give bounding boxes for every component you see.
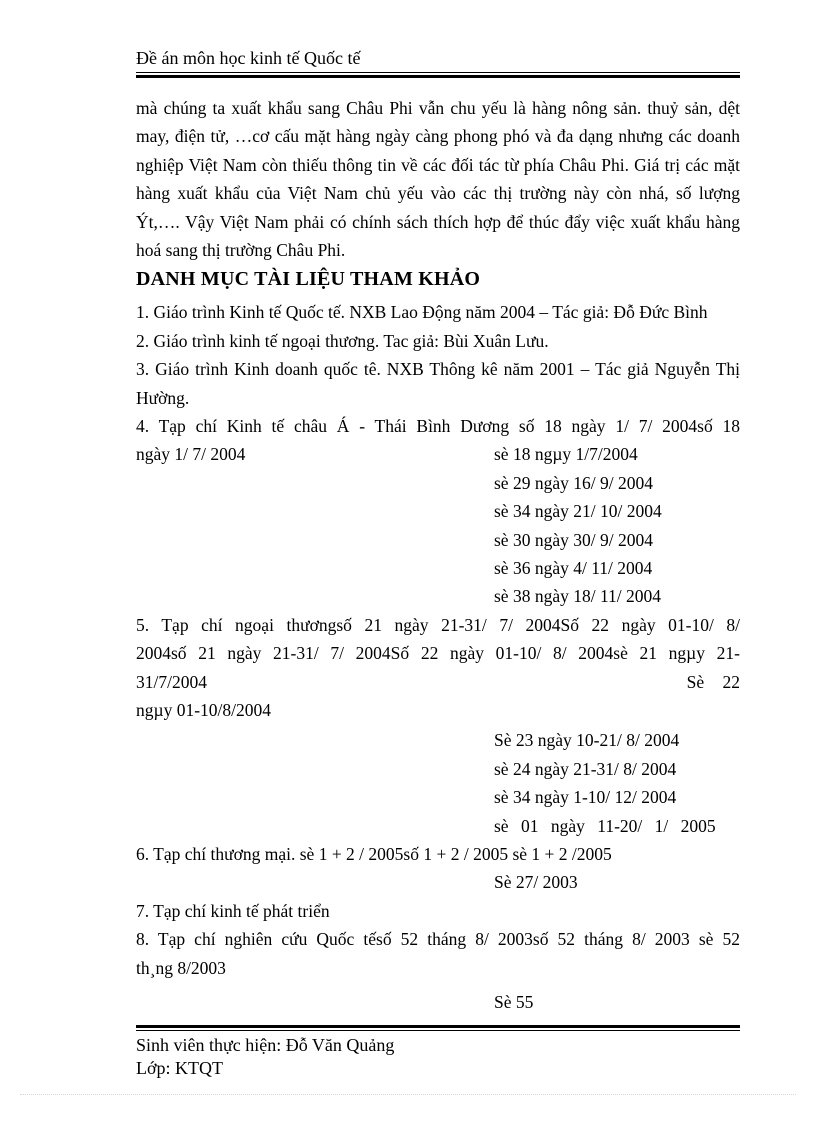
reference-6-issue: Sè 27/ 2003 <box>494 872 578 893</box>
reference-4-issue: sè 36 ngày 4/ 11/ 2004 <box>494 558 653 579</box>
reference-5-line-2: 2004số 21 ngày 21-31/ 7/ 2004Số 22 ngày 01-10/ 8/ 2004sè 21 ngµy 21- <box>136 643 740 664</box>
reference-5-issue-line <box>136 812 740 840</box>
reference-2: 2. Giáo trình kinh tế ngoại thương. Tac giả: Bùi Xuân Lưu. <box>136 330 549 351</box>
reference-5-issue-line <box>136 783 740 811</box>
reference-8-issue: Sè 55 <box>494 991 534 1012</box>
page-header-title: Đề án môn học kinh tế Quốc tế <box>136 48 361 68</box>
footer-author: Sinh viên thực hiện: Đỗ Văn Quảng <box>136 1035 395 1055</box>
reference-5-issue: sè 24 ngày 21-31/ 8/ 2004 <box>494 758 677 779</box>
reference-5-line-3 <box>136 668 740 696</box>
reference-4 <box>136 412 740 611</box>
reference-6 <box>136 840 740 897</box>
reference-4-issue: sè 29 ngày 16/ 9/ 2004 <box>494 472 653 493</box>
reference-4-issue: sè 18 ngµy 1/7/2004 <box>494 444 638 465</box>
reference-4-issue: sè 34 ngày 21/ 10/ 2004 <box>494 501 662 522</box>
reference-8-line-1: 8. Tạp chí nghiên cứu Quốc tếsố 52 tháng 8/ 2003số 52 tháng 8/ 2003 sè 52 <box>136 929 740 950</box>
reference-5-issue: Sè 23 ngày 10-21/ 8/ 2004 <box>494 730 680 751</box>
reference-4-issue-line <box>136 582 740 610</box>
reference-6-issue-line <box>136 868 740 896</box>
reference-4-date: ngày 1/ 7/ 2004 <box>136 444 246 465</box>
reference-8 <box>136 925 740 1016</box>
footer-rule-thick <box>136 1025 740 1028</box>
reference-5-line-4: ngµy 01-10/8/2004 <box>136 699 272 720</box>
reference-4-issue-line <box>136 469 740 497</box>
reference-5-issue: sè 01 ngày 11-20/ 1/ 2005 <box>494 815 716 836</box>
reference-4-line-1: 4. Tạp chí Kinh tế châu Á - Thái Bình Dương số 18 ngày 1/ 7/ 2004số 18 <box>136 416 740 437</box>
reference-8-issue-line <box>136 988 740 1016</box>
reference-3: 3. Giáo trình Kinh doanh quốc tê. NXB Thông kê năm 2001 – Tác giả Nguyễn Thị Hường. <box>136 359 740 408</box>
intro-paragraph: mà chúng ta xuất khẩu sang Châu Phi vẫn chu yếu là hàng nông sản. thuỷ sản, dệt may, điện tử, …cơ cấu mặt hàng ngày càng phong phó và đa dạng nhưng các doanh nghiệp Việt Nam còn thiếu thông tin về các đối tác từ phía Châu Phi. Giá trị các mặt hàng xuất khẩu của Việt Nam chủ yếu vào các thị trường này còn nhá, số lượng Ýt,…. Vậy Việt Nam phải có chính sách thích hợp để thúc đẩy việc xuất khẩu hàng hoá sang thị trường Châu Phi. <box>136 98 740 261</box>
header-rule-thin <box>136 72 740 73</box>
references-heading: DANH MỤC TÀI LIỆU THAM KHẢO <box>136 268 481 291</box>
reference-8-line-2: th¸ng 8/2003 <box>136 957 226 978</box>
reference-5 <box>136 611 740 840</box>
reference-1: 1. Giáo trình Kinh tế Quốc tế. NXB Lao Động năm 2004 – Tác giả: Đỗ Đức Bình <box>136 302 708 323</box>
page-footer <box>136 1034 394 1080</box>
document-body <box>136 94 740 1016</box>
reference-5-date: 31/7/2004 <box>136 671 207 692</box>
footer-rule-thin <box>136 1030 740 1031</box>
reference-5-line-1: 5. Tạp chí ngoại thươngsố 21 ngày 21-31/ 7/ 2004Số 22 ngày 01-10/ 8/ <box>136 614 740 635</box>
reference-4-issue: sè 30 ngày 30/ 9/ 2004 <box>494 529 653 550</box>
reference-5-issue-line <box>136 755 740 783</box>
reference-4-issue: sè 38 ngày 18/ 11/ 2004 <box>494 586 662 607</box>
reference-5-issue-line <box>136 726 740 754</box>
reference-7: 7. Tạp chí kinh tế phát triển <box>136 900 330 921</box>
header-rule-thick <box>136 75 740 78</box>
reference-4-line-2 <box>136 440 740 468</box>
page-bottom-border <box>20 1094 796 1095</box>
footer-class: Lớp: KTQT <box>136 1058 224 1078</box>
reference-4-issue-line <box>136 526 740 554</box>
reference-5-issue-label: Sè 22 <box>686 671 740 692</box>
reference-4-issue-line <box>136 554 740 582</box>
reference-5-issue: sè 34 ngày 1-10/ 12/ 2004 <box>494 787 677 808</box>
reference-6-line-1: 6. Tạp chí thương mại. sè 1 + 2 / 2005số 1 + 2 / 2005 sè 1 + 2 /2005 <box>136 843 612 864</box>
reference-4-issue-line <box>136 497 740 525</box>
